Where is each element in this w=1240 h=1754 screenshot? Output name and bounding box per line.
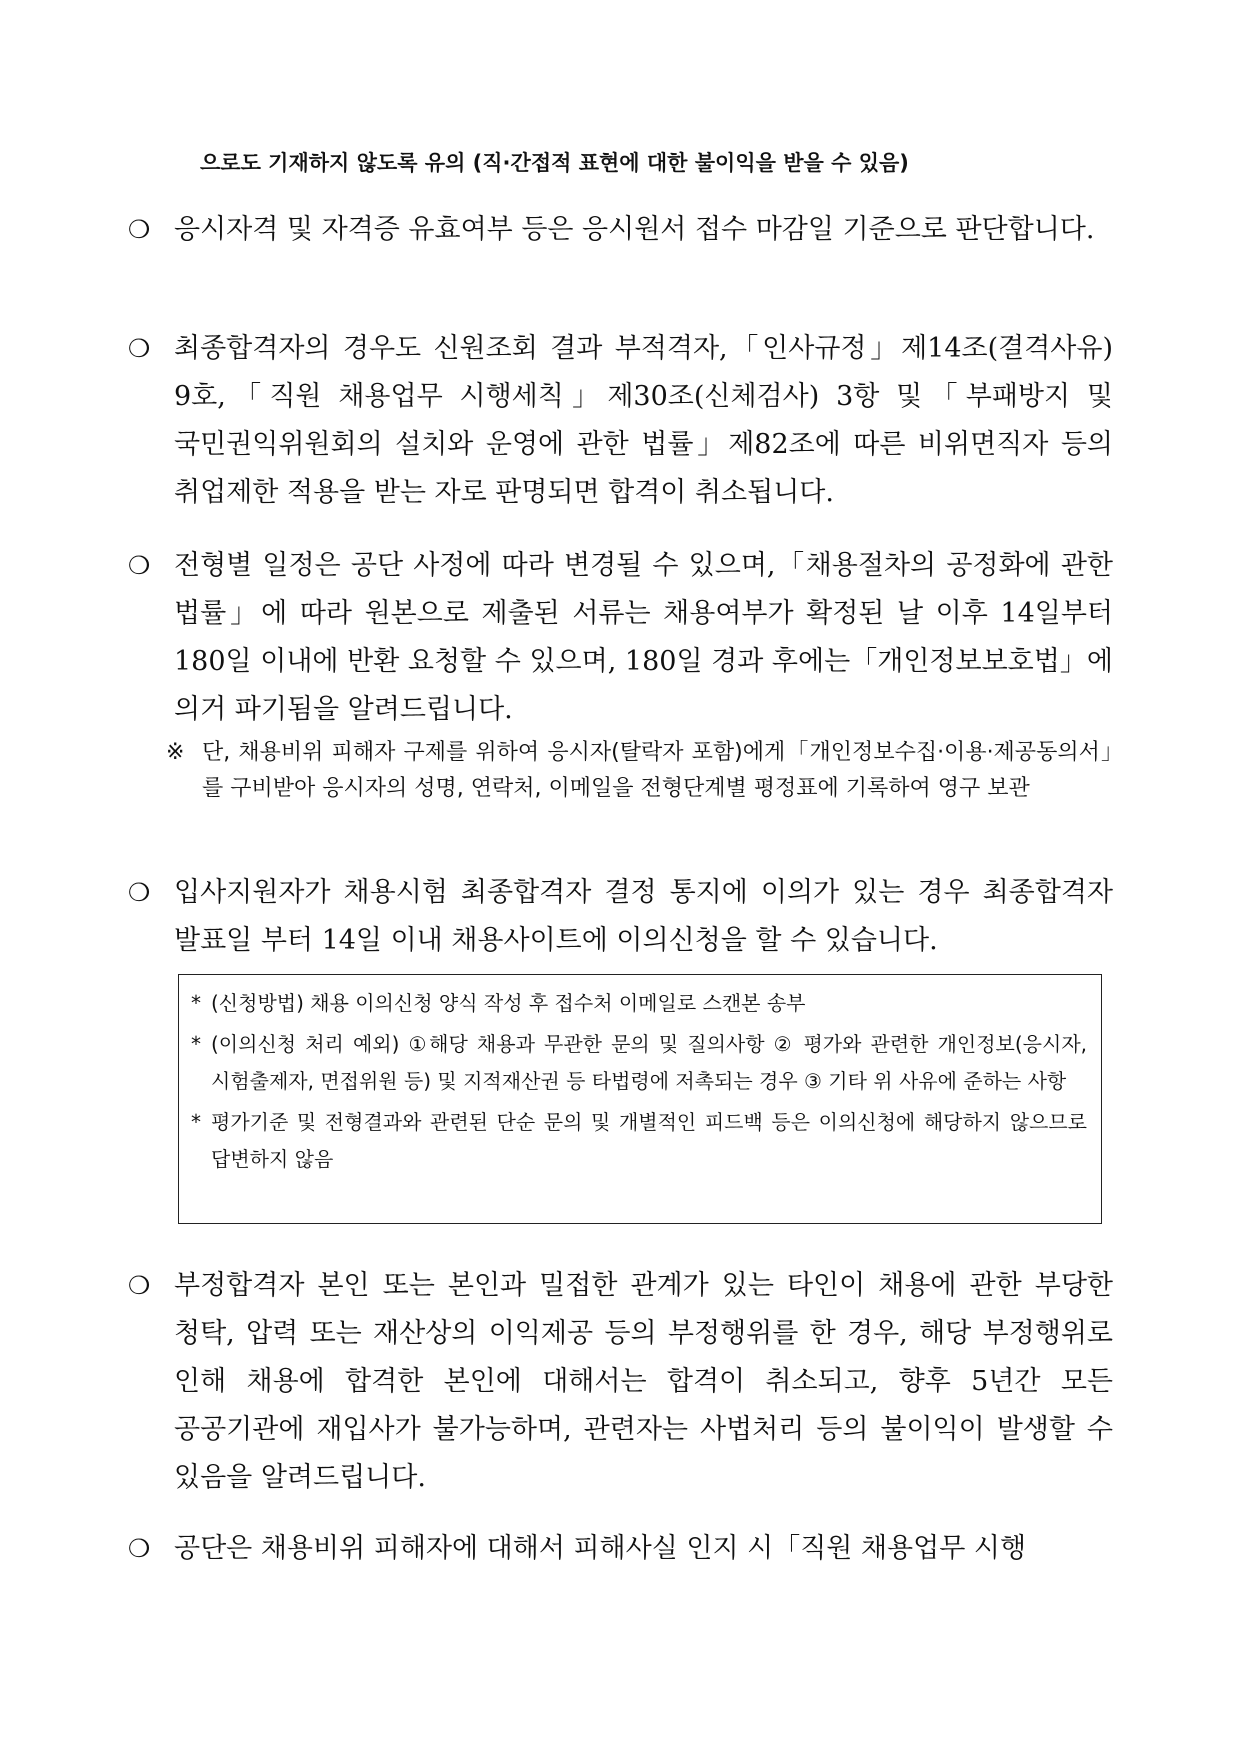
- box-item-text: (신청방법) 채용 이의신청 양식 작성 후 접수처 이메일로 스캔본 송부: [211, 991, 806, 1015]
- box-item-no-response: [191, 1104, 1087, 1178]
- circle-bullet-icon: ❍: [128, 878, 151, 907]
- box-item-method: [191, 985, 1087, 1022]
- asterisk-bullet-icon: *: [191, 991, 201, 1015]
- circle-bullet-icon: ❍: [128, 551, 151, 580]
- objection-details-box: [178, 974, 1102, 1224]
- asterisk-bullet-icon: *: [191, 1032, 201, 1056]
- bullet-text: 최종합격자의 경우도 신원조회 결과 부적격자,「인사규정」제14조(결격사유) 9호,「직원 채용업무 시행세칙」제30조(신체검사) 3항 및「부패방지 및 국민권익위원회의 설치와 운영에 관한 법률」제82조에 따른 비위면직자 등의 취업제한 적용을 받는 자로 판명되면 합격이 취소됩니다.: [174, 333, 1113, 508]
- bullet-item-victim-relief: [128, 1525, 1113, 1573]
- bullet-text: 응시자격 및 자격증 유효여부 등은 응시원서 접수 마감일 기준으로 판단합니다.: [174, 214, 1095, 245]
- circle-bullet-icon: ❍: [128, 1271, 151, 1300]
- box-item-text: 평가기준 및 전형결과와 관련된 단순 문의 및 개별적인 피드백 등은 이의신청에 해당하지 않으므로 답변하지 않음: [211, 1110, 1087, 1171]
- reference-note: [166, 735, 1112, 807]
- asterisk-bullet-icon: *: [191, 1110, 201, 1134]
- bullet-item-disqualification: [128, 325, 1113, 517]
- box-item-text: (이의신청 처리 예외) ①해당 채용과 무관한 문의 및 질의사항 ② 평가와 관련한 개인정보(응시자, 시험출제자, 면접위원 등) 및 지적재산권 등 타법령에 저촉되는 경우 ③ 기타 위 사유에 준하는 사항: [211, 1032, 1087, 1093]
- continued-note-line: 으로도 기재하지 않도록 유의 (직·간접적 표현에 대한 불이익을 받을 수 있음): [200, 151, 909, 175]
- bullet-item-qualification: [128, 206, 1113, 254]
- circle-bullet-icon: ❍: [128, 1534, 151, 1563]
- note-text: 단, 채용비위 피해자 구제를 위하여 응시자(탈락자 포함)에게「개인정보수집·이용·제공동의서」를 구비받아 응시자의 성명, 연락처, 이메일을 전형단계별 평정표에 기록하여 영구 보관: [202, 740, 1112, 801]
- bullet-text: 전형별 일정은 공단 사정에 따라 변경될 수 있으며,「채용절차의 공정화에 관한 법률」에 따라 원본으로 제출된 서류는 채용여부가 확정된 날 이후 14일부터 180일 이내에 반환 요청할 수 있으며, 180일 경과 후에는「개인정보보호법」에 의거 파기됨을 알려드립니다.: [174, 550, 1113, 725]
- bullet-item-fraud: [128, 1262, 1113, 1502]
- reference-mark-icon: ※: [166, 740, 185, 765]
- box-item-exceptions: [191, 1026, 1087, 1100]
- circle-bullet-icon: ❍: [128, 334, 151, 363]
- bullet-text: 부정합격자 본인 또는 본인과 밀접한 관계가 있는 타인이 채용에 관한 부당한 청탁, 압력 또는 재산상의 이익제공 등의 부정행위를 한 경우, 해당 부정행위로 인해 채용에 합격한 본인에 대해서는 합격이 취소되고, 향후 5년간 모든 공공기관에 재입사가 불가능하며, 관련자는 사법처리 등의 불이익이 발생할 수 있음을 알려드립니다.: [174, 1270, 1113, 1493]
- bullet-text: 입사지원자가 채용시험 최종합격자 결정 통지에 이의가 있는 경우 최종합격자 발표일 부터 14일 이내 채용사이트에 이의신청을 할 수 있습니다.: [174, 877, 1113, 956]
- bullet-item-objection: [128, 869, 1113, 965]
- circle-bullet-icon: ❍: [128, 215, 151, 244]
- bullet-text: 공단은 채용비위 피해자에 대해서 피해사실 인지 시「직원 채용업무 시행: [174, 1533, 1027, 1564]
- bullet-item-schedule: [128, 542, 1113, 734]
